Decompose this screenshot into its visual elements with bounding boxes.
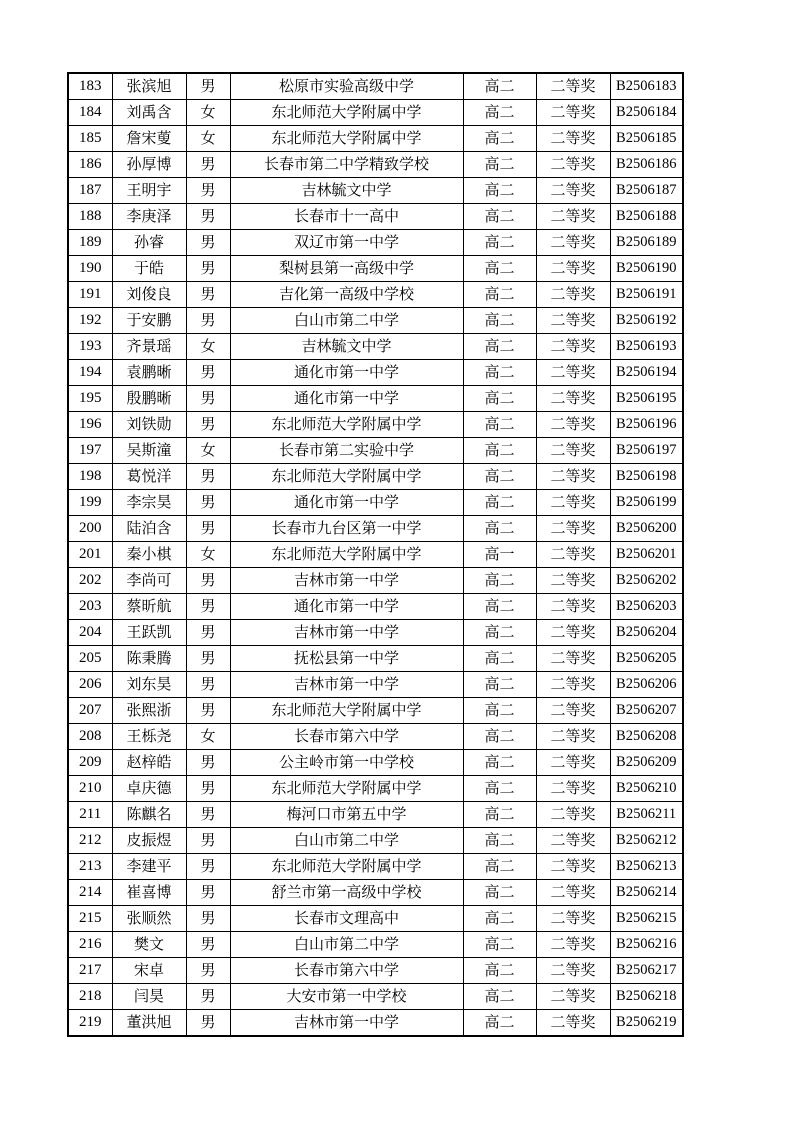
cell-name: 吴斯潼 — [112, 438, 186, 464]
cell-school: 白山市第二中学 — [230, 932, 463, 958]
table-row — [68, 906, 683, 932]
cell-grade: 高二 — [463, 958, 536, 984]
cell-gender: 女 — [186, 542, 230, 568]
cell-school: 吉林毓文中学 — [230, 178, 463, 204]
cell-name: 殷鹏晰 — [112, 386, 186, 412]
cell-school: 吉化第一高级中学校 — [230, 282, 463, 308]
cell-grade: 高二 — [463, 620, 536, 646]
cell-number: 215 — [68, 906, 112, 932]
cell-grade: 高二 — [463, 386, 536, 412]
table-row — [68, 412, 683, 438]
cell-name: 王跃凯 — [112, 620, 186, 646]
cell-school: 白山市第二中学 — [230, 308, 463, 334]
cell-gender: 女 — [186, 126, 230, 152]
cell-number: 195 — [68, 386, 112, 412]
cell-gender: 男 — [186, 386, 230, 412]
cell-number: 207 — [68, 698, 112, 724]
cell-name: 刘禹含 — [112, 100, 186, 126]
cell-name: 李尚可 — [112, 568, 186, 594]
cell-certificate-id: B2506212 — [610, 828, 683, 854]
cell-gender: 男 — [186, 230, 230, 256]
cell-award: 二等奖 — [536, 620, 610, 646]
cell-award: 二等奖 — [536, 646, 610, 672]
cell-gender: 男 — [186, 204, 230, 230]
cell-school: 白山市第二中学 — [230, 828, 463, 854]
cell-school: 抚松县第一中学 — [230, 646, 463, 672]
cell-school: 梨树县第一高级中学 — [230, 256, 463, 282]
cell-school: 松原市实验高级中学 — [230, 73, 463, 100]
cell-gender: 男 — [186, 152, 230, 178]
cell-name: 孙睿 — [112, 230, 186, 256]
cell-award: 二等奖 — [536, 854, 610, 880]
cell-grade: 高二 — [463, 152, 536, 178]
cell-award: 二等奖 — [536, 776, 610, 802]
cell-award: 二等奖 — [536, 516, 610, 542]
cell-gender: 男 — [186, 698, 230, 724]
cell-number: 186 — [68, 152, 112, 178]
cell-grade: 高二 — [463, 646, 536, 672]
table-row — [68, 854, 683, 880]
cell-name: 王明宇 — [112, 178, 186, 204]
cell-certificate-id: B2506188 — [610, 204, 683, 230]
cell-name: 张熙浙 — [112, 698, 186, 724]
cell-certificate-id: B2506210 — [610, 776, 683, 802]
cell-name: 王栎尧 — [112, 724, 186, 750]
cell-name: 董洪旭 — [112, 1010, 186, 1037]
cell-name: 张顺然 — [112, 906, 186, 932]
cell-award: 二等奖 — [536, 802, 610, 828]
cell-name: 孙厚博 — [112, 152, 186, 178]
cell-grade: 高二 — [463, 724, 536, 750]
cell-certificate-id: B2506196 — [610, 412, 683, 438]
cell-certificate-id: B2506211 — [610, 802, 683, 828]
cell-name: 陆泊含 — [112, 516, 186, 542]
cell-award: 二等奖 — [536, 880, 610, 906]
cell-award: 二等奖 — [536, 828, 610, 854]
cell-grade: 高二 — [463, 308, 536, 334]
cell-certificate-id: B2506217 — [610, 958, 683, 984]
cell-certificate-id: B2506202 — [610, 568, 683, 594]
cell-award: 二等奖 — [536, 724, 610, 750]
cell-number: 205 — [68, 646, 112, 672]
cell-school: 长春市第二实验中学 — [230, 438, 463, 464]
cell-school: 吉林市第一中学 — [230, 1010, 463, 1037]
cell-school: 长春市十一高中 — [230, 204, 463, 230]
cell-name: 李宗昊 — [112, 490, 186, 516]
cell-certificate-id: B2506200 — [610, 516, 683, 542]
cell-gender: 男 — [186, 412, 230, 438]
cell-award: 二等奖 — [536, 568, 610, 594]
cell-number: 201 — [68, 542, 112, 568]
cell-gender: 男 — [186, 594, 230, 620]
cell-award: 二等奖 — [536, 178, 610, 204]
cell-school: 长春市第六中学 — [230, 958, 463, 984]
cell-grade: 高二 — [463, 750, 536, 776]
cell-certificate-id: B2506215 — [610, 906, 683, 932]
table-row — [68, 516, 683, 542]
cell-certificate-id: B2506209 — [610, 750, 683, 776]
cell-gender: 男 — [186, 464, 230, 490]
cell-award: 二等奖 — [536, 308, 610, 334]
cell-certificate-id: B2506213 — [610, 854, 683, 880]
cell-certificate-id: B2506199 — [610, 490, 683, 516]
cell-number: 194 — [68, 360, 112, 386]
cell-grade: 高二 — [463, 906, 536, 932]
cell-name: 齐景瑶 — [112, 334, 186, 360]
table-row — [68, 73, 683, 100]
cell-name: 蔡昕航 — [112, 594, 186, 620]
cell-award: 二等奖 — [536, 984, 610, 1010]
cell-school: 东北师范大学附属中学 — [230, 126, 463, 152]
cell-gender: 男 — [186, 776, 230, 802]
cell-number: 189 — [68, 230, 112, 256]
cell-gender: 男 — [186, 256, 230, 282]
cell-certificate-id: B2506205 — [610, 646, 683, 672]
cell-grade: 高二 — [463, 178, 536, 204]
cell-school: 长春市文理高中 — [230, 906, 463, 932]
table-row — [68, 178, 683, 204]
table-row — [68, 984, 683, 1010]
cell-award: 二等奖 — [536, 204, 610, 230]
table-row — [68, 776, 683, 802]
table-row — [68, 100, 683, 126]
cell-number: 187 — [68, 178, 112, 204]
cell-name: 张滨旭 — [112, 73, 186, 100]
table-row — [68, 750, 683, 776]
cell-number: 209 — [68, 750, 112, 776]
cell-certificate-id: B2506203 — [610, 594, 683, 620]
cell-number: 197 — [68, 438, 112, 464]
cell-number: 208 — [68, 724, 112, 750]
cell-gender: 男 — [186, 178, 230, 204]
cell-name: 刘俊良 — [112, 282, 186, 308]
cell-certificate-id: B2506207 — [610, 698, 683, 724]
cell-award: 二等奖 — [536, 490, 610, 516]
cell-name: 葛悦洋 — [112, 464, 186, 490]
cell-name: 陈麒名 — [112, 802, 186, 828]
cell-award: 二等奖 — [536, 932, 610, 958]
cell-gender: 男 — [186, 854, 230, 880]
cell-grade: 高二 — [463, 490, 536, 516]
cell-award: 二等奖 — [536, 464, 610, 490]
cell-gender: 男 — [186, 906, 230, 932]
cell-number: 200 — [68, 516, 112, 542]
cell-number: 216 — [68, 932, 112, 958]
cell-school: 东北师范大学附属中学 — [230, 776, 463, 802]
cell-name: 秦小棋 — [112, 542, 186, 568]
cell-certificate-id: B2506184 — [610, 100, 683, 126]
cell-award: 二等奖 — [536, 100, 610, 126]
cell-number: 191 — [68, 282, 112, 308]
table-row — [68, 932, 683, 958]
cell-grade: 高二 — [463, 880, 536, 906]
cell-grade: 高二 — [463, 256, 536, 282]
cell-grade: 高二 — [463, 100, 536, 126]
cell-school: 大安市第一中学校 — [230, 984, 463, 1010]
cell-number: 212 — [68, 828, 112, 854]
cell-award: 二等奖 — [536, 386, 610, 412]
cell-gender: 男 — [186, 1010, 230, 1037]
table-row — [68, 152, 683, 178]
table-row — [68, 360, 683, 386]
cell-gender: 男 — [186, 282, 230, 308]
table-row — [68, 438, 683, 464]
cell-school: 东北师范大学附属中学 — [230, 542, 463, 568]
table-row — [68, 334, 683, 360]
cell-grade: 高二 — [463, 802, 536, 828]
cell-number: 192 — [68, 308, 112, 334]
cell-number: 204 — [68, 620, 112, 646]
table-row — [68, 802, 683, 828]
cell-grade: 高二 — [463, 230, 536, 256]
cell-certificate-id: B2506192 — [610, 308, 683, 334]
cell-school: 吉林毓文中学 — [230, 334, 463, 360]
table-row — [68, 256, 683, 282]
cell-certificate-id: B2506219 — [610, 1010, 683, 1037]
cell-name: 刘铁勋 — [112, 412, 186, 438]
cell-name: 于安鹏 — [112, 308, 186, 334]
cell-school: 东北师范大学附属中学 — [230, 698, 463, 724]
cell-grade: 高二 — [463, 438, 536, 464]
table-row — [68, 958, 683, 984]
cell-school: 公主岭市第一中学校 — [230, 750, 463, 776]
cell-number: 218 — [68, 984, 112, 1010]
cell-grade: 高二 — [463, 126, 536, 152]
cell-gender: 男 — [186, 620, 230, 646]
cell-grade: 高一 — [463, 542, 536, 568]
cell-award: 二等奖 — [536, 152, 610, 178]
cell-school: 梅河口市第五中学 — [230, 802, 463, 828]
table-row — [68, 646, 683, 672]
cell-name: 刘东昊 — [112, 672, 186, 698]
table-row — [68, 308, 683, 334]
cell-certificate-id: B2506218 — [610, 984, 683, 1010]
cell-certificate-id: B2506194 — [610, 360, 683, 386]
cell-award: 二等奖 — [536, 750, 610, 776]
cell-grade: 高二 — [463, 334, 536, 360]
cell-school: 舒兰市第一高级中学校 — [230, 880, 463, 906]
cell-gender: 男 — [186, 750, 230, 776]
cell-grade: 高二 — [463, 1010, 536, 1037]
cell-name: 袁鹏晰 — [112, 360, 186, 386]
cell-gender: 男 — [186, 308, 230, 334]
cell-gender: 男 — [186, 568, 230, 594]
cell-name: 詹宋蓃 — [112, 126, 186, 152]
cell-award: 二等奖 — [536, 594, 610, 620]
cell-name: 皮振煜 — [112, 828, 186, 854]
cell-number: 199 — [68, 490, 112, 516]
cell-grade: 高二 — [463, 204, 536, 230]
cell-name: 于皓 — [112, 256, 186, 282]
table-row — [68, 490, 683, 516]
cell-number: 211 — [68, 802, 112, 828]
cell-number: 217 — [68, 958, 112, 984]
table-row — [68, 594, 683, 620]
cell-grade: 高二 — [463, 282, 536, 308]
table-row — [68, 828, 683, 854]
cell-school: 吉林市第一中学 — [230, 568, 463, 594]
table-row — [68, 568, 683, 594]
cell-gender: 男 — [186, 360, 230, 386]
cell-name: 李庚泽 — [112, 204, 186, 230]
cell-gender: 男 — [186, 984, 230, 1010]
cell-gender: 男 — [186, 490, 230, 516]
cell-certificate-id: B2506186 — [610, 152, 683, 178]
cell-grade: 高二 — [463, 932, 536, 958]
table-row — [68, 542, 683, 568]
cell-certificate-id: B2506206 — [610, 672, 683, 698]
cell-certificate-id: B2506190 — [610, 256, 683, 282]
cell-award: 二等奖 — [536, 698, 610, 724]
cell-number: 206 — [68, 672, 112, 698]
cell-grade: 高二 — [463, 594, 536, 620]
cell-number: 202 — [68, 568, 112, 594]
cell-school: 东北师范大学附属中学 — [230, 100, 463, 126]
table-row — [68, 698, 683, 724]
cell-award: 二等奖 — [536, 73, 610, 100]
table-row — [68, 724, 683, 750]
cell-gender: 男 — [186, 516, 230, 542]
table-row — [68, 1010, 683, 1037]
cell-grade: 高二 — [463, 516, 536, 542]
cell-certificate-id: B2506183 — [610, 73, 683, 100]
cell-award: 二等奖 — [536, 542, 610, 568]
cell-school: 通化市第一中学 — [230, 490, 463, 516]
table-row — [68, 672, 683, 698]
cell-grade: 高二 — [463, 672, 536, 698]
table-row — [68, 126, 683, 152]
cell-name: 李建平 — [112, 854, 186, 880]
cell-grade: 高二 — [463, 828, 536, 854]
cell-number: 214 — [68, 880, 112, 906]
cell-gender: 男 — [186, 672, 230, 698]
cell-grade: 高二 — [463, 698, 536, 724]
cell-award: 二等奖 — [536, 412, 610, 438]
cell-certificate-id: B2506197 — [610, 438, 683, 464]
cell-number: 185 — [68, 126, 112, 152]
cell-gender: 男 — [186, 73, 230, 100]
cell-gender: 男 — [186, 802, 230, 828]
cell-certificate-id: B2506201 — [610, 542, 683, 568]
table-row — [68, 620, 683, 646]
cell-number: 203 — [68, 594, 112, 620]
cell-grade: 高二 — [463, 984, 536, 1010]
table-row — [68, 464, 683, 490]
cell-school: 长春市第六中学 — [230, 724, 463, 750]
cell-grade: 高二 — [463, 360, 536, 386]
cell-gender: 女 — [186, 438, 230, 464]
cell-certificate-id: B2506208 — [610, 724, 683, 750]
cell-certificate-id: B2506185 — [610, 126, 683, 152]
cell-number: 198 — [68, 464, 112, 490]
cell-gender: 女 — [186, 724, 230, 750]
cell-school: 通化市第一中学 — [230, 386, 463, 412]
cell-school: 吉林市第一中学 — [230, 620, 463, 646]
table-row — [68, 230, 683, 256]
cell-gender: 男 — [186, 880, 230, 906]
cell-school: 东北师范大学附属中学 — [230, 854, 463, 880]
cell-award: 二等奖 — [536, 282, 610, 308]
cell-gender: 男 — [186, 828, 230, 854]
table-row — [68, 204, 683, 230]
cell-number: 193 — [68, 334, 112, 360]
cell-name: 宋卓 — [112, 958, 186, 984]
cell-certificate-id: B2506214 — [610, 880, 683, 906]
cell-name: 樊文 — [112, 932, 186, 958]
cell-grade: 高二 — [463, 464, 536, 490]
table-row — [68, 880, 683, 906]
cell-award: 二等奖 — [536, 126, 610, 152]
cell-school: 长春市九台区第一中学 — [230, 516, 463, 542]
cell-award: 二等奖 — [536, 230, 610, 256]
cell-school: 双辽市第一中学 — [230, 230, 463, 256]
cell-name: 卓庆德 — [112, 776, 186, 802]
cell-grade: 高二 — [463, 73, 536, 100]
cell-certificate-id: B2506195 — [610, 386, 683, 412]
cell-award: 二等奖 — [536, 256, 610, 282]
cell-certificate-id: B2506189 — [610, 230, 683, 256]
cell-award: 二等奖 — [536, 958, 610, 984]
cell-number: 183 — [68, 73, 112, 100]
cell-certificate-id: B2506204 — [610, 620, 683, 646]
cell-certificate-id: B2506187 — [610, 178, 683, 204]
cell-name: 崔喜博 — [112, 880, 186, 906]
cell-gender: 女 — [186, 100, 230, 126]
cell-gender: 女 — [186, 334, 230, 360]
cell-gender: 男 — [186, 932, 230, 958]
cell-award: 二等奖 — [536, 438, 610, 464]
cell-grade: 高二 — [463, 568, 536, 594]
cell-award: 二等奖 — [536, 906, 610, 932]
cell-number: 188 — [68, 204, 112, 230]
cell-number: 210 — [68, 776, 112, 802]
cell-name: 陈秉腾 — [112, 646, 186, 672]
cell-school: 通化市第一中学 — [230, 594, 463, 620]
cell-award: 二等奖 — [536, 360, 610, 386]
cell-gender: 男 — [186, 646, 230, 672]
cell-school: 吉林市第一中学 — [230, 672, 463, 698]
cell-certificate-id: B2506191 — [610, 282, 683, 308]
cell-name: 赵梓皓 — [112, 750, 186, 776]
cell-number: 196 — [68, 412, 112, 438]
cell-school: 东北师范大学附属中学 — [230, 412, 463, 438]
cell-certificate-id: B2506216 — [610, 932, 683, 958]
cell-number: 190 — [68, 256, 112, 282]
cell-award: 二等奖 — [536, 1010, 610, 1037]
cell-school: 东北师范大学附属中学 — [230, 464, 463, 490]
cell-award: 二等奖 — [536, 672, 610, 698]
table-row — [68, 386, 683, 412]
cell-name: 闫昊 — [112, 984, 186, 1010]
cell-certificate-id: B2506193 — [610, 334, 683, 360]
cell-grade: 高二 — [463, 412, 536, 438]
cell-certificate-id: B2506198 — [610, 464, 683, 490]
cell-school: 长春市第二中学精致学校 — [230, 152, 463, 178]
cell-award: 二等奖 — [536, 334, 610, 360]
table-body — [68, 73, 683, 1036]
award-list-table — [67, 72, 684, 1037]
table-row — [68, 282, 683, 308]
cell-number: 219 — [68, 1010, 112, 1037]
cell-school: 通化市第一中学 — [230, 360, 463, 386]
cell-grade: 高二 — [463, 854, 536, 880]
cell-number: 213 — [68, 854, 112, 880]
cell-number: 184 — [68, 100, 112, 126]
cell-grade: 高二 — [463, 776, 536, 802]
cell-gender: 男 — [186, 958, 230, 984]
